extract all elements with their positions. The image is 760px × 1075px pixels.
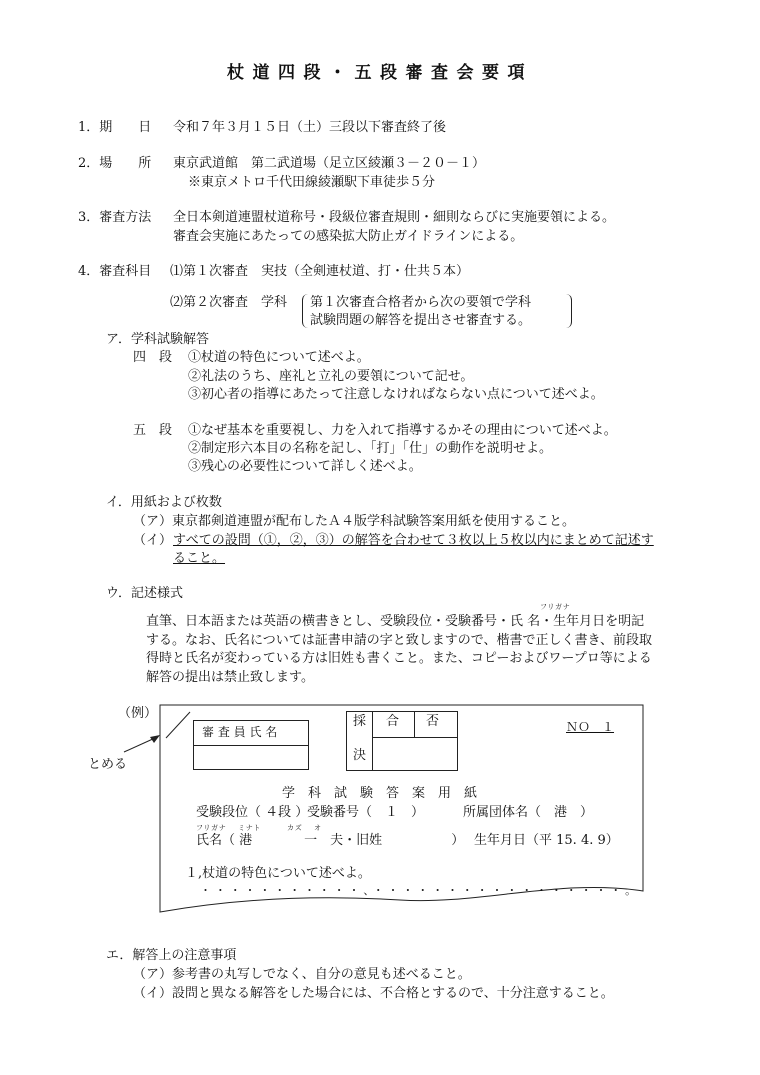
section-i-p2-line1: すべての設問（①，②，③）の解答を合わせて３枚以上５枚以内にまとめて記述す [173,533,654,548]
item-date-text: 令和７年３月１５日（土）三段以下審査終了後 [173,120,447,135]
furigana-kazu: カズ [287,824,303,832]
item-date-label: 1．期 日 [78,120,152,135]
staple-mark [166,712,190,738]
sheet-number: ＮＯ １ [566,720,615,734]
item-subjects-second-line1: 第１次審査合格者から次の要領で学科 [310,295,532,310]
section-i-p2-mark: （イ） [133,533,173,548]
item-method-line2: 審査会実施にあたっての感染拡大防止ガイドラインによる。 [173,229,524,244]
yondan-label: 四 段 [133,350,173,365]
grading-divider [414,711,415,738]
godan-q1: ①なぜ基本を重要視し、力を入れて指導するかその理由について述べよ。 [188,423,617,438]
grading-divider [372,711,373,770]
section-i-p1: （ア）東京都剣道連盟が配布したＡ４版学科試験答案用紙を使用すること。 [133,514,576,529]
examiner-box-label: 審 査 員 氏 名 [202,725,278,739]
number-field: 受験番号（ １ ） [307,805,425,820]
item-subjects-second-line2: 試験問題の解答を提出させ審査する。 [310,313,532,328]
furigana-minato: ミナト [238,824,262,832]
item-place-note: ※東京メトロ千代田線綾瀬駅下車徒歩５分 [188,175,436,190]
section-e-p1: （ア）参考書の丸写しでなく、自分の意見も述べること。 [133,967,471,982]
item-subjects-label: 4．審査科目 [78,264,152,279]
section-a-heading: ア．学科試験解答 [106,332,209,347]
section-u-line4: 解答の提出は禁止致します。 [146,670,314,685]
arrow-icon [124,735,160,752]
section-u-heading: ウ．記述様式 [106,586,183,601]
yondan-q3: ③初心者の指導にあたって注意しなければならない点について述べよ。 [188,387,604,402]
section-u-line2: する。なお、氏名については証書申請の字と致しますので、楷書で正しく書き、前段取 [146,633,652,648]
furigana-o: オ [314,824,322,832]
item-place-text: 東京武道館 第二武道場（足立区綾瀬３－２０－１） [173,156,486,171]
page-title: 杖道四段・五段審査会要項 [227,63,533,83]
question-line: １,杖道の特色について述べよ。 [185,866,371,881]
section-u-line1: 直筆、日本語または英語の横書きとし、受験段位・受験番号・氏 名・生年月日を明記 [146,614,645,629]
dan-field: 受験段位（ ４段 ） [196,805,309,820]
section-i-heading: イ．用紙および枚数 [106,495,222,510]
name-field: 氏名（ 港 一 夫・旧姓 ） [196,833,465,848]
section-e-p2: （イ）設問と異なる解答をした場合には、不合格とするので、十分注意すること。 [133,986,614,1001]
furigana-label: フリガナ [196,824,227,832]
godan-q2: ②制定形六本目の名称を記し、「打」「仕」の動作を説明せよ。 [188,441,553,456]
tomeru-label: とめる [88,757,128,772]
sheet-title: 学 科 試 験 答 案 用 紙 [282,786,478,801]
grading-hi: 否 [426,714,440,729]
examiner-divider [193,745,308,746]
item-subjects-first: ⑴第１次審査 実技（全剣連杖道、打・仕共５本） [170,264,470,279]
item-method-label: 3．審査方法 [78,210,152,225]
example-label: （例） [118,706,158,721]
grading-divider [372,737,457,738]
section-u-furigana: フリガナ [540,603,571,611]
yondan-q2: ②礼法のうち、座礼と立礼の要領について記せ。 [188,369,474,384]
yondan-q1: ①杖道の特色について述べよ。 [188,350,370,365]
godan-label: 五 段 [133,423,173,438]
organization-field: 所属団体名（ 港 ） [463,805,594,820]
grading-sai: 採 [353,714,367,729]
section-i-p2-line2: ること。 [173,551,226,566]
section-e-heading: エ．解答上の注意事項 [106,948,237,963]
godan-q3: ③残心の必要性について詳しく述べよ。 [188,459,422,474]
birthdate-field: 生年月日（平 15. 4. 9） [474,833,619,848]
grading-ketsu: 決 [353,748,367,763]
section-u-line3: 得時と氏名が変わっている方は旧姓も書くこと。また、コピーおよびワープロ等による [146,651,652,666]
item-subjects-second-label: ⑵第２次審査 学科 [170,295,288,310]
answer-dots: ・・・・・・・・・・・、・・・・・・・・・・・・・・・・・。 [200,884,640,897]
item-method-line1: 全日本剣道連盟杖道称号・段級位審査規則・細則ならびに実施要領による。 [173,210,616,225]
grading-go: 合 [386,714,400,729]
item-place-label: 2．場 所 [78,156,152,171]
